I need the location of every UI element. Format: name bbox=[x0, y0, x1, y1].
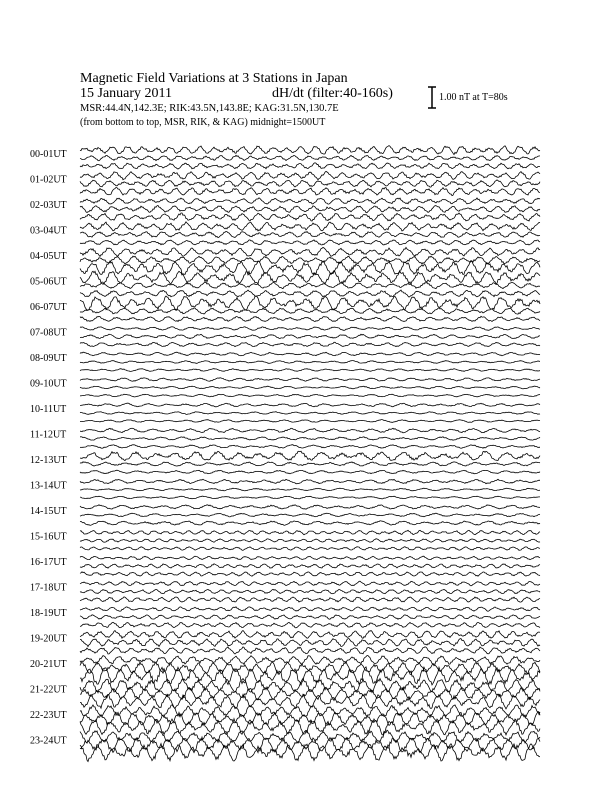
trace-msr bbox=[80, 622, 540, 628]
trace-rik bbox=[80, 639, 540, 647]
trace-kag bbox=[80, 271, 540, 285]
trace-msr bbox=[80, 187, 540, 195]
trace-rik bbox=[80, 206, 540, 213]
trace-rik bbox=[80, 662, 540, 675]
trace-msr bbox=[80, 420, 540, 423]
trace-kag bbox=[80, 451, 540, 460]
hour-label: 21-22UT bbox=[30, 684, 67, 696]
hour-label: 16-17UT bbox=[30, 557, 67, 568]
hour-label: 09-10UT bbox=[30, 378, 67, 390]
trace-kag bbox=[80, 247, 540, 256]
chart-date: 15 January 2011 bbox=[80, 86, 173, 101]
hour-label: 22-23UT bbox=[30, 710, 67, 721]
trace-msr bbox=[80, 572, 540, 577]
trace-msr bbox=[80, 521, 540, 526]
trace-rik bbox=[80, 308, 540, 314]
hour-label: 07-08UT bbox=[30, 327, 67, 339]
trace-rik bbox=[80, 564, 540, 568]
chart-title: Magnetic Field Variations at 3 Stations in Japan bbox=[80, 71, 348, 86]
hour-label: 18-19UT bbox=[30, 608, 67, 619]
hour-label: 02-03UT bbox=[30, 200, 67, 211]
hour-label: 08-09UT bbox=[30, 353, 67, 364]
hour-label: 14-15UT bbox=[30, 506, 67, 517]
trace-msr bbox=[80, 369, 540, 372]
trace-rik bbox=[80, 334, 540, 338]
scale-bar bbox=[428, 87, 436, 108]
hour-label: 12-13UT bbox=[30, 455, 67, 466]
trace-kag bbox=[80, 296, 540, 311]
trace-kag bbox=[80, 352, 540, 356]
hour-label: 20-21UT bbox=[30, 659, 67, 670]
trace-kag bbox=[80, 730, 540, 743]
trace-rik bbox=[80, 437, 540, 441]
hour-label: 04-05UT bbox=[30, 251, 67, 262]
chart-mode: dH/dt (filter:40-160s) bbox=[272, 86, 393, 101]
trace-kag bbox=[80, 581, 540, 586]
trace-rik bbox=[80, 361, 540, 364]
trace-msr bbox=[80, 213, 540, 221]
trace-msr bbox=[80, 240, 540, 245]
trace-kag bbox=[80, 479, 540, 484]
trace-kag bbox=[80, 198, 540, 204]
trace-kag bbox=[80, 607, 540, 612]
hour-label: 23-24UT bbox=[30, 735, 67, 747]
trace-kag bbox=[80, 222, 540, 231]
trace-msr bbox=[80, 547, 540, 551]
hour-label: 00-01UT bbox=[30, 149, 67, 160]
trace-rik bbox=[80, 180, 540, 187]
trace-rik bbox=[80, 412, 540, 415]
trace-kag bbox=[80, 530, 540, 534]
trace-kag bbox=[80, 631, 540, 639]
trace-rik bbox=[80, 231, 540, 237]
trace-msr bbox=[80, 445, 540, 449]
station-coordinates: MSR:44.4N,142.3E; RIK:43.5N,143.8E; KAG:31.5N,130.7E bbox=[80, 103, 339, 114]
hour-label: 05-06UT bbox=[30, 276, 67, 288]
hour-label: 06-07UT bbox=[30, 302, 67, 313]
trace-rik bbox=[80, 539, 540, 543]
trace-kag bbox=[80, 428, 540, 433]
trace-rik bbox=[80, 488, 540, 491]
trace-rik bbox=[80, 462, 540, 466]
trace-rik bbox=[80, 687, 540, 700]
trace-kag bbox=[80, 378, 540, 382]
trace-msr bbox=[80, 342, 540, 346]
trace-kag bbox=[80, 403, 540, 407]
trace-msr bbox=[80, 290, 540, 297]
trace-msr bbox=[80, 470, 540, 474]
trace-kag bbox=[80, 146, 540, 155]
trace-rik bbox=[80, 155, 540, 160]
trace-msr bbox=[80, 597, 540, 602]
trace-kag bbox=[80, 656, 540, 665]
hour-label: 03-04UT bbox=[30, 225, 67, 237]
hour-label: 11-12UT bbox=[30, 429, 67, 441]
trace-msr bbox=[80, 394, 540, 397]
hour-label: 10-11UT bbox=[30, 404, 67, 415]
trace-rik bbox=[80, 589, 540, 593]
trace-rik bbox=[80, 513, 540, 517]
trace-rik bbox=[80, 282, 540, 288]
hour-label: 17-18UT bbox=[30, 582, 67, 594]
trace-msr bbox=[80, 647, 540, 654]
scale-label: 1.00 nT at T=80s bbox=[439, 92, 508, 103]
trace-rik bbox=[80, 615, 540, 620]
trace-kag bbox=[80, 327, 540, 331]
trace-kag bbox=[80, 678, 540, 692]
hour-label: 13-14UT bbox=[30, 480, 67, 492]
hour-label: 01-02UT bbox=[30, 174, 67, 186]
trace-kag bbox=[80, 171, 540, 179]
hour-label: 19-20UT bbox=[30, 633, 67, 645]
trace-kag bbox=[80, 556, 540, 560]
trace-kag bbox=[80, 505, 540, 510]
trace-msr bbox=[80, 316, 540, 321]
station-order-note: (from bottom to top, MSR, RIK, & KAG) midnight=1500UT bbox=[80, 117, 326, 128]
trace-msr bbox=[80, 496, 540, 499]
hour-label: 15-16UT bbox=[30, 531, 67, 543]
hourly-rows bbox=[30, 146, 540, 762]
trace-msr bbox=[80, 163, 540, 169]
trace-rik bbox=[80, 386, 540, 389]
